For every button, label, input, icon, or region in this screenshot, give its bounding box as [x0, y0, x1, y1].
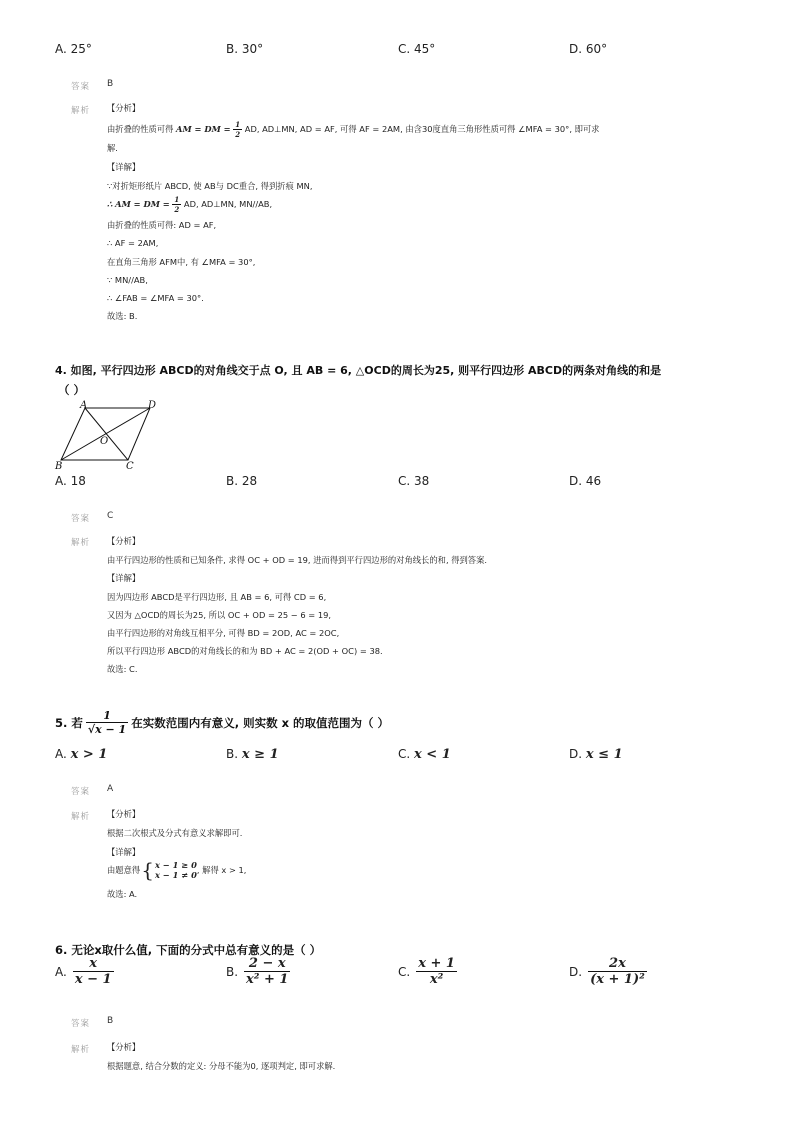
option-letter: A.	[55, 964, 67, 979]
fraction-denominator: x − 1	[74, 972, 112, 987]
analysis-line: 【详解】	[107, 573, 141, 583]
q5-suffix: 在实数范围内有意义, 则实数 x 的取值范围为（ ）	[131, 715, 390, 730]
vertex-label-d: D	[148, 400, 157, 411]
option-letter: C.	[398, 964, 411, 979]
brace-icon: {	[141, 858, 154, 882]
fraction-numerator: 1	[235, 120, 241, 129]
option-fraction	[416, 957, 457, 986]
q6-analysis-tag: 解析	[71, 1045, 91, 1055]
option-fraction	[73, 957, 114, 986]
q4-option-a[interactable]: A. 18	[55, 474, 86, 488]
analysis-text: 由题意得	[107, 865, 141, 875]
analysis-line: 【详解】	[107, 162, 141, 172]
q6-option-d[interactable]	[569, 957, 647, 986]
q3-answer: B	[107, 79, 114, 89]
math-expr: AM = DM =	[176, 124, 231, 134]
option-letter: B.	[226, 747, 239, 761]
fraction-denominator: 2	[174, 205, 180, 214]
q3-option-d[interactable]: D. 60°	[569, 42, 608, 56]
q6-option-b[interactable]	[226, 957, 290, 986]
option-math: x > 1	[70, 747, 108, 762]
fraction-denominator: 2	[235, 130, 241, 139]
q3-option-b[interactable]: B. 30°	[226, 42, 264, 56]
analysis-line: 【分析】	[107, 1042, 141, 1052]
analysis-line: 故选: C.	[107, 664, 138, 674]
q4-answer: C	[107, 511, 114, 521]
analysis-line: 又因为 △OCD的周长为25, 所以 OC + OD = 25 − 6 = 19,	[107, 610, 332, 620]
fraction-numerator: 2 − x	[244, 957, 290, 972]
analysis-line: 在直角三角形 AFM中, 有 ∠MFA = 30°,	[107, 257, 256, 267]
analysis-line: ∴ ∠FAB = ∠MFA = 30°.	[107, 293, 204, 303]
option-fraction	[244, 957, 290, 986]
q3-option-a[interactable]: A. 25°	[55, 42, 92, 56]
q5-fraction	[86, 710, 128, 735]
q5-option-d[interactable]	[569, 747, 623, 762]
q6-answer-tag: 答案	[71, 1019, 91, 1029]
analysis-text: AD, AD⊥MN, MN//AB,	[183, 199, 273, 209]
diagonal-bd	[61, 408, 150, 460]
q6-answer: B	[107, 1016, 114, 1026]
q5-prefix: 5. 若	[55, 715, 83, 730]
q4-question-paren: （ ）	[58, 383, 86, 397]
analysis-line: 【分析】	[107, 809, 141, 819]
option-math: x ≥ 1	[241, 747, 279, 762]
analysis-line: 由平行四边形的对角线互相平分, 可得 BD = 2OD, AC = 2OC,	[107, 628, 340, 638]
q4-option-b[interactable]: B. 28	[226, 474, 258, 488]
math-expr: x − 1 ≠ 0	[154, 870, 197, 880]
fraction	[172, 196, 181, 213]
analysis-line: 【分析】	[107, 103, 141, 113]
option-letter: D.	[569, 747, 583, 761]
q3-answer-tag: 答案	[71, 82, 91, 92]
analysis-line: 由折叠的性质可得: AD = AF,	[107, 220, 217, 230]
analysis-line: 因为四边形 ABCD是平行四边形, 且 AB = 6, 可得 CD = 6,	[107, 592, 327, 602]
fraction-numerator: 2x	[588, 957, 647, 972]
fraction-numerator: 1	[174, 195, 180, 204]
analysis-text: 由折叠的性质可得	[107, 124, 174, 134]
q4-option-d[interactable]: D. 46	[569, 474, 602, 488]
q5-option-c[interactable]	[398, 747, 451, 762]
q5-option-a[interactable]	[55, 747, 107, 762]
math-expr: x − 1 ≥ 0	[154, 860, 197, 870]
q6-question: 6. 无论x取什么值, 下面的分式中总有意义的是（ ）	[55, 943, 322, 957]
analysis-line: 所以平行四边形 ABCD的对角线长的和为 BD + AC = 2(OD + OC) = 38.	[107, 646, 383, 656]
q4-answer-tag: 答案	[71, 514, 91, 524]
fraction-denominator: x² + 1	[246, 972, 289, 987]
q4-question: 4. 如图, 平行四边形 ABCD的对角线交于点 O, 且 AB = 6, △OCD的周长为25, 则平行四边形 ABCD的两条对角线的和是	[55, 364, 662, 377]
q6-option-c[interactable]	[398, 957, 457, 986]
q5-question	[55, 710, 389, 735]
q6-option-a[interactable]	[55, 957, 114, 986]
q3-analysis-tag: 解析	[71, 106, 91, 116]
analysis-line	[107, 860, 246, 880]
parallelogram-figure	[52, 398, 170, 472]
q5-analysis-tag: 解析	[71, 812, 91, 822]
vertex-label-a: A	[80, 400, 88, 411]
analysis-line: 根据二次根式及分式有意义求解即可.	[107, 828, 243, 838]
analysis-line: 故选: A.	[107, 889, 138, 899]
analysis-line	[107, 121, 599, 138]
q5-answer: A	[107, 784, 114, 794]
q3-option-c[interactable]: C. 45°	[398, 42, 436, 56]
option-letter: A.	[55, 747, 67, 761]
analysis-line: 故选: B.	[107, 311, 138, 321]
option-math: x ≤ 1	[585, 747, 623, 762]
diagonal-ac	[85, 408, 128, 460]
center-label-o: O	[100, 436, 109, 447]
option-letter: D.	[569, 964, 583, 979]
vertex-label-c: C	[126, 461, 134, 472]
analysis-line: 【详解】	[107, 847, 141, 857]
analysis-text: AD, AD⊥MN, AD = AF, 可得 AF = 2AM, 由含30度直角三角形性质可得 ∠MFA = 30°, 即可求	[244, 124, 600, 134]
option-math: x < 1	[414, 747, 451, 762]
option-letter: C.	[398, 747, 411, 761]
fraction	[233, 121, 242, 138]
analysis-line: ∵对折矩形纸片 ABCD, 使 AB与 DC重合, 得到折痕 MN,	[107, 181, 313, 191]
fraction-denominator: x²	[429, 972, 444, 987]
analysis-line	[107, 196, 272, 213]
q5-answer-tag: 答案	[71, 787, 91, 797]
analysis-line: 由平行四边形的性质和已知条件, 求得 OC + OD = 19, 进而得到平行四边形的对角线长的和, 得到答案.	[107, 555, 488, 565]
fraction-numerator: 1	[86, 710, 128, 723]
fraction-numerator: x + 1	[418, 956, 455, 971]
analysis-line: ∵ MN//AB,	[107, 275, 148, 285]
analysis-text: , 解得 x > 1,	[196, 865, 247, 875]
vertex-label-b: B	[55, 461, 63, 472]
fraction-denominator: (x + 1)²	[590, 972, 645, 987]
inequality-system	[155, 860, 197, 880]
q5-option-b[interactable]	[226, 747, 279, 762]
analysis-line: 【分析】	[107, 536, 141, 546]
analysis-line: ∴ AF = 2AM,	[107, 238, 159, 248]
fraction-numerator: x	[73, 957, 114, 972]
option-fraction	[588, 957, 647, 986]
analysis-line: 根据题意, 结合分数的定义: 分母不能为0, 逐项判定, 即可求解.	[107, 1061, 336, 1071]
analysis-line: 解.	[107, 143, 118, 153]
math-expr: ∴ AM = DM =	[107, 199, 170, 209]
fraction-denominator: √x − 1	[87, 723, 127, 736]
option-letter: B.	[226, 964, 239, 979]
q4-option-c[interactable]: C. 38	[398, 474, 430, 488]
q4-analysis-tag: 解析	[71, 538, 91, 548]
